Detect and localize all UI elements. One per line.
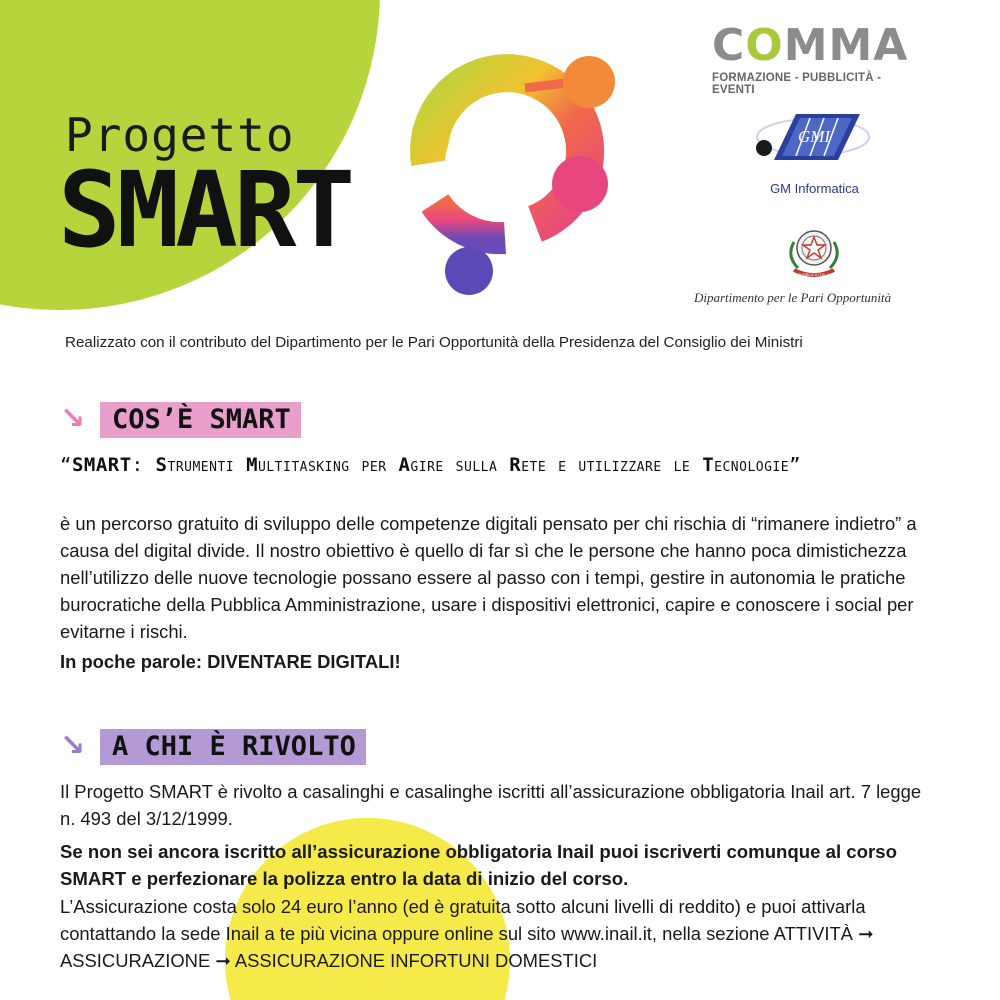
section1-body: è un percorso gratuito di sviluppo delle competenze digitali pensato per chi rischia di “rimanere indietro” a causa del digital divide. Il nostro obiettivo è quello di far sì che le persone che hanno poca dimistichezza nell’utilizzo delle nuove tecnologie possano essere al passo con i tempi, gestire in autonomia le pratiche burocratiche della Pubblica Amministrazione, usare i dispositivi elettronici, capire e conoscere i social per evitarne i rischi.	[60, 513, 917, 642]
def-smart: SMART	[71, 454, 132, 476]
path-assicurazione: ASSICURAZIONE	[60, 950, 211, 971]
section2-info	[60, 893, 940, 974]
section2-info-text: L’Assicurazione costa solo 24 euro l’anno (ed è gratuita sotto alcuni livelli di reddito) e puoi attivarla contattando la sede Inail a te più vicina oppure online sul sito www.inail.it, nella sezione	[60, 896, 866, 944]
pari-opportunita-label: Dipartimento per le Pari Opportunità	[694, 290, 892, 305]
path-arrow-icon: ➞	[210, 950, 235, 971]
path-arrow-icon: ➞	[852, 923, 874, 944]
section-heading-a-chi-e-rivolto: A CHI È RIVOLTO	[100, 729, 366, 765]
def-word-t: ecnologie	[714, 454, 790, 476]
def-letter-m: M	[246, 454, 259, 476]
gmi-label: GM Informatica	[770, 181, 859, 196]
comma-logo-o: O	[745, 20, 784, 71]
smart-acronym-definition	[60, 452, 940, 479]
comma-subtitle: FORMAZIONE - PUBBLICITÀ - EVENTI	[712, 72, 882, 96]
path-attivita: ATTIVITÀ	[773, 923, 853, 944]
def-letter-t: T	[702, 454, 715, 476]
comma-logo	[712, 20, 922, 96]
def-word-m: ultitasking per	[258, 454, 399, 476]
arrow-down-right-icon: ↘	[60, 728, 86, 763]
path-infortuni-domestici: ASSICURAZIONE INFORTUNI DOMESTICI	[234, 950, 598, 971]
def-letter-a: A	[398, 454, 411, 476]
comma-logo-c: C	[712, 20, 746, 71]
gm-informatica-logo	[752, 110, 877, 198]
title-smart: SMART	[58, 149, 352, 271]
def-colon: :	[131, 454, 156, 476]
def-letter-s: S	[155, 454, 168, 476]
arrow-down-right-icon: ↘	[60, 401, 86, 436]
section2-body: Il Progetto SMART è rivolto a casalinghi e casalinghe iscritti all’assicurazione obbligatoria Inail art. 7 legge n. 493 del 3/12/1999.	[60, 781, 922, 829]
def-word-a: gire sulla	[410, 454, 510, 476]
section1-bold-line: In poche parole: DIVENTARE DIGITALI!	[60, 651, 401, 672]
title-progetto: Progetto	[65, 108, 295, 162]
contribution-note: Realizzato con il contributo del Dipartimento per le Pari Opportunità della Presidenza del Consiglio dei Ministri	[65, 334, 803, 351]
smart-network-logo-icon	[375, 28, 615, 303]
def-word-s: trumenti	[167, 454, 247, 476]
section2-bold-note: Se non sei ancora iscritto all’assicurazione obbligatoria Inail puoi iscriverti comunque al corso SMART e perfezionare la polizza entro la data di inizio del corso.	[60, 841, 897, 889]
gmi-emblem-icon	[752, 110, 874, 164]
quote-open: “	[60, 454, 72, 476]
quote-close: ”	[789, 454, 802, 476]
section-heading-cose-smart: COS’È SMART	[100, 402, 301, 438]
italian-republic-emblem-icon	[782, 222, 846, 284]
comma-logo-rest: MMA	[783, 20, 909, 71]
def-letter-r: R	[509, 454, 522, 476]
emblem-ribbon-text: REPUBBLICA ITALIANA	[792, 272, 836, 277]
def-word-r: ete e utilizzare le	[521, 454, 703, 476]
gmi-mark-text: GMI	[797, 127, 831, 146]
